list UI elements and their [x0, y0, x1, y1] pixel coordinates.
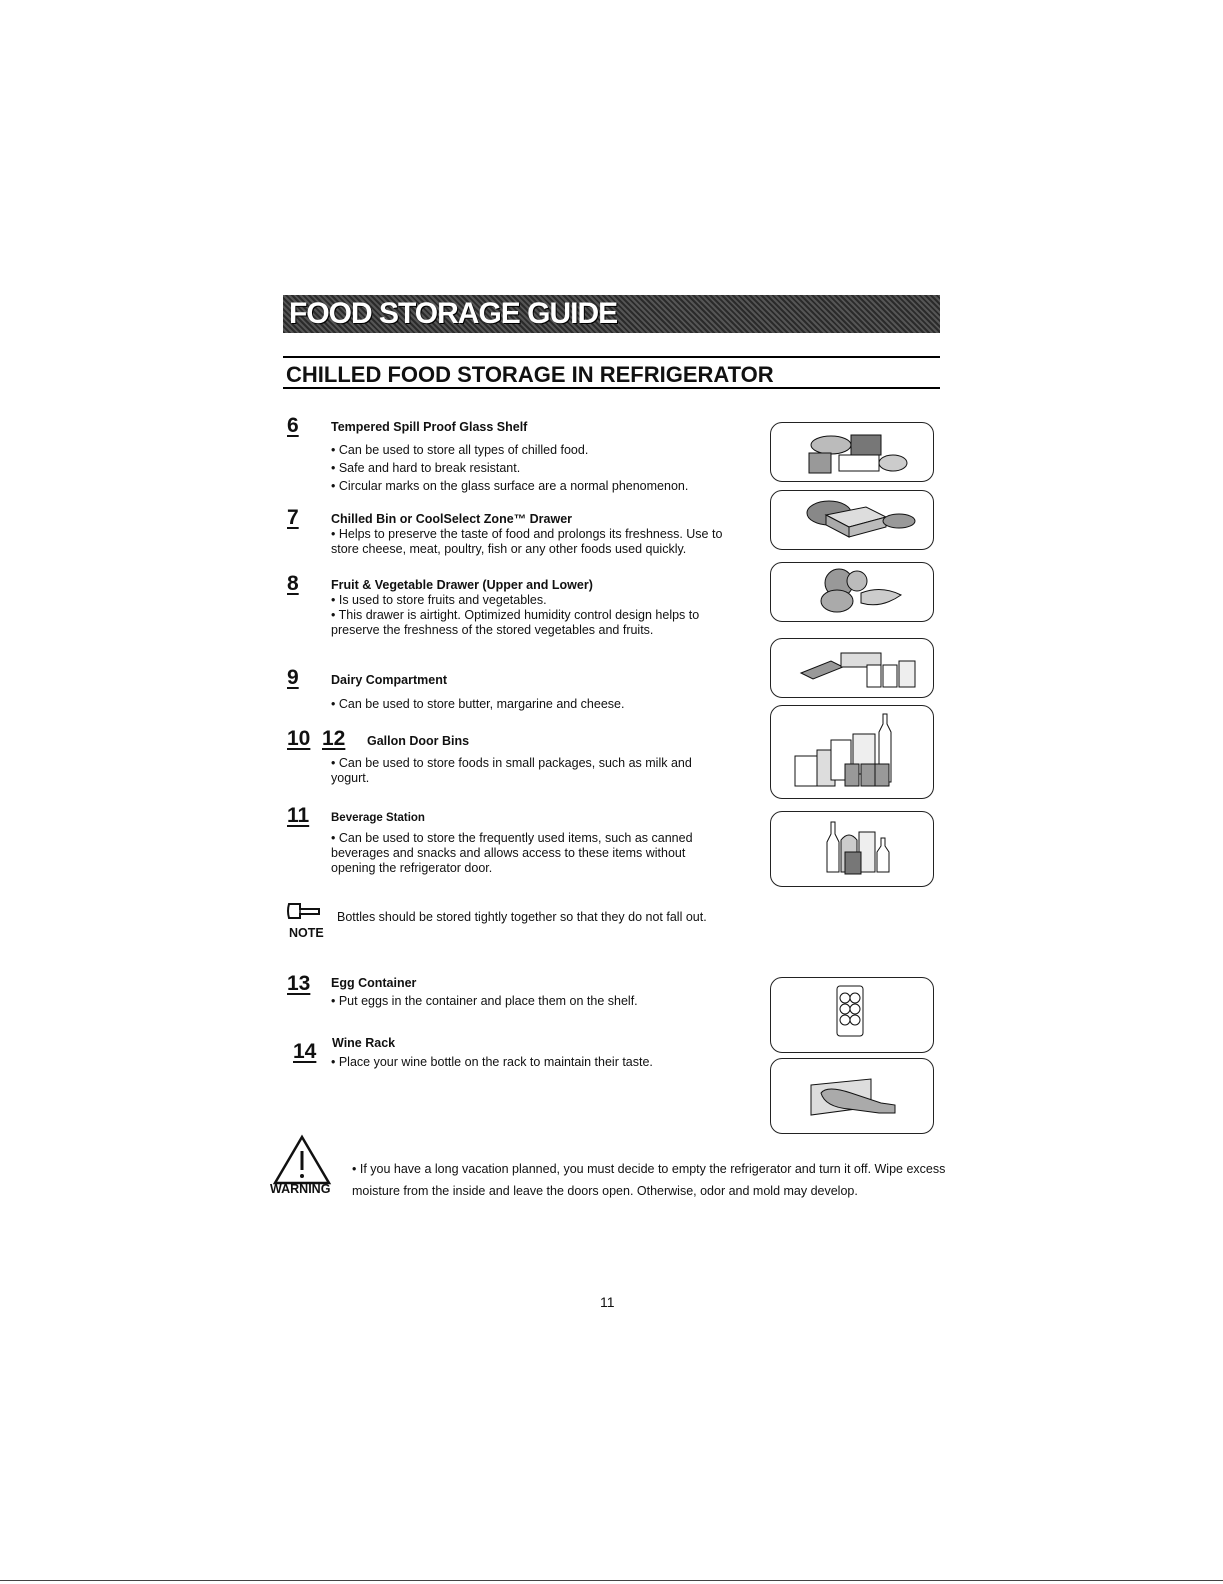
item-number: 10: [287, 727, 311, 750]
item-bullet: • Is used to store fruits and vegetables.: [331, 593, 547, 607]
item-title: Dairy Compartment: [331, 673, 447, 687]
section-title: CHILLED FOOD STORAGE IN REFRIGERATOR: [286, 362, 774, 387]
item-title: Beverage Station: [331, 812, 425, 824]
item-bullet: • Can be used to store all types of chilled food.: [331, 443, 589, 457]
glass-shelf-food-icon: [770, 422, 934, 482]
item-number: 13: [287, 972, 311, 995]
item-bullet: • Put eggs in the container and place them on the shelf.: [331, 994, 638, 1008]
item-title: Egg Container: [331, 976, 417, 990]
warning-triangle-icon: [272, 1134, 332, 1186]
item-number-second: 12: [322, 727, 346, 750]
item-title: Fruit & Vegetable Drawer (Upper and Lower): [331, 578, 593, 592]
egg-container-icon: [770, 977, 934, 1053]
vegetable-drawer-icon: [770, 562, 934, 622]
bottom-border: [0, 1580, 1223, 1581]
item-bullet: • Can be used to store butter, margarine and cheese.: [331, 697, 625, 711]
chilled-drawer-meat-icon: [770, 490, 934, 550]
item-number: 11: [287, 804, 310, 827]
item-title: Chilled Bin or CoolSelect Zone™ Drawer: [331, 512, 573, 526]
title-banner: [283, 295, 940, 333]
item-bullet: • This drawer is airtight. Optimized humidity control design helps to preserve the freshness of the stored vegetables and fruits.: [331, 608, 700, 637]
item-number: 14: [293, 1040, 317, 1063]
warning-text: • If you have a long vacation planned, you must decide to empty the refrigerator and turn it off. Wipe excess moisture from the inside and leave the doors open. Otherwise, odor and mold may develop.: [352, 1162, 946, 1198]
beverage-station-bottles-icon: [770, 811, 934, 887]
rule-bottom: [283, 387, 940, 389]
dairy-compartment-icon: [770, 638, 934, 698]
gallon-bin-milk-icon: [770, 705, 934, 799]
page-number: 11: [600, 1294, 615, 1310]
item-number: 8: [287, 572, 299, 595]
note-label: NOTE: [289, 926, 324, 940]
note-text: Bottles should be stored tightly together so that they do not fall out.: [337, 910, 707, 924]
banner-title: FOOD STORAGE GUIDE: [289, 297, 618, 330]
rule-top: [283, 356, 940, 358]
item-title: Tempered Spill Proof Glass Shelf: [331, 420, 528, 434]
item-bullet: • Helps to preserve the taste of food and prolongs its freshness. Use to store cheese, meat, poultry, fish or any other foods used quickly.: [331, 527, 723, 556]
item-title: Wine Rack: [332, 1036, 396, 1050]
item-number: 7: [287, 506, 299, 529]
wine-rack-bottle-icon: [770, 1058, 934, 1134]
item-number: 6: [287, 414, 299, 437]
item-bullet: • Can be used to store the frequently used items, such as canned beverages and snacks and allows access to these items without opening the refrigerator door.: [331, 831, 693, 875]
item-bullet: • Can be used to store foods in small packages, such as milk and yogurt.: [331, 756, 692, 785]
item-title: Gallon Door Bins: [367, 734, 470, 748]
item-bullet: • Circular marks on the glass surface are a normal phenomenon.: [331, 479, 689, 493]
item-number: 9: [287, 666, 299, 689]
warning-label: WARNING: [270, 1182, 331, 1196]
item-bullet: • Safe and hard to break resistant.: [331, 461, 521, 475]
note-hand-icon: [286, 898, 322, 924]
item-bullet: • Place your wine bottle on the rack to maintain their taste.: [331, 1055, 653, 1069]
